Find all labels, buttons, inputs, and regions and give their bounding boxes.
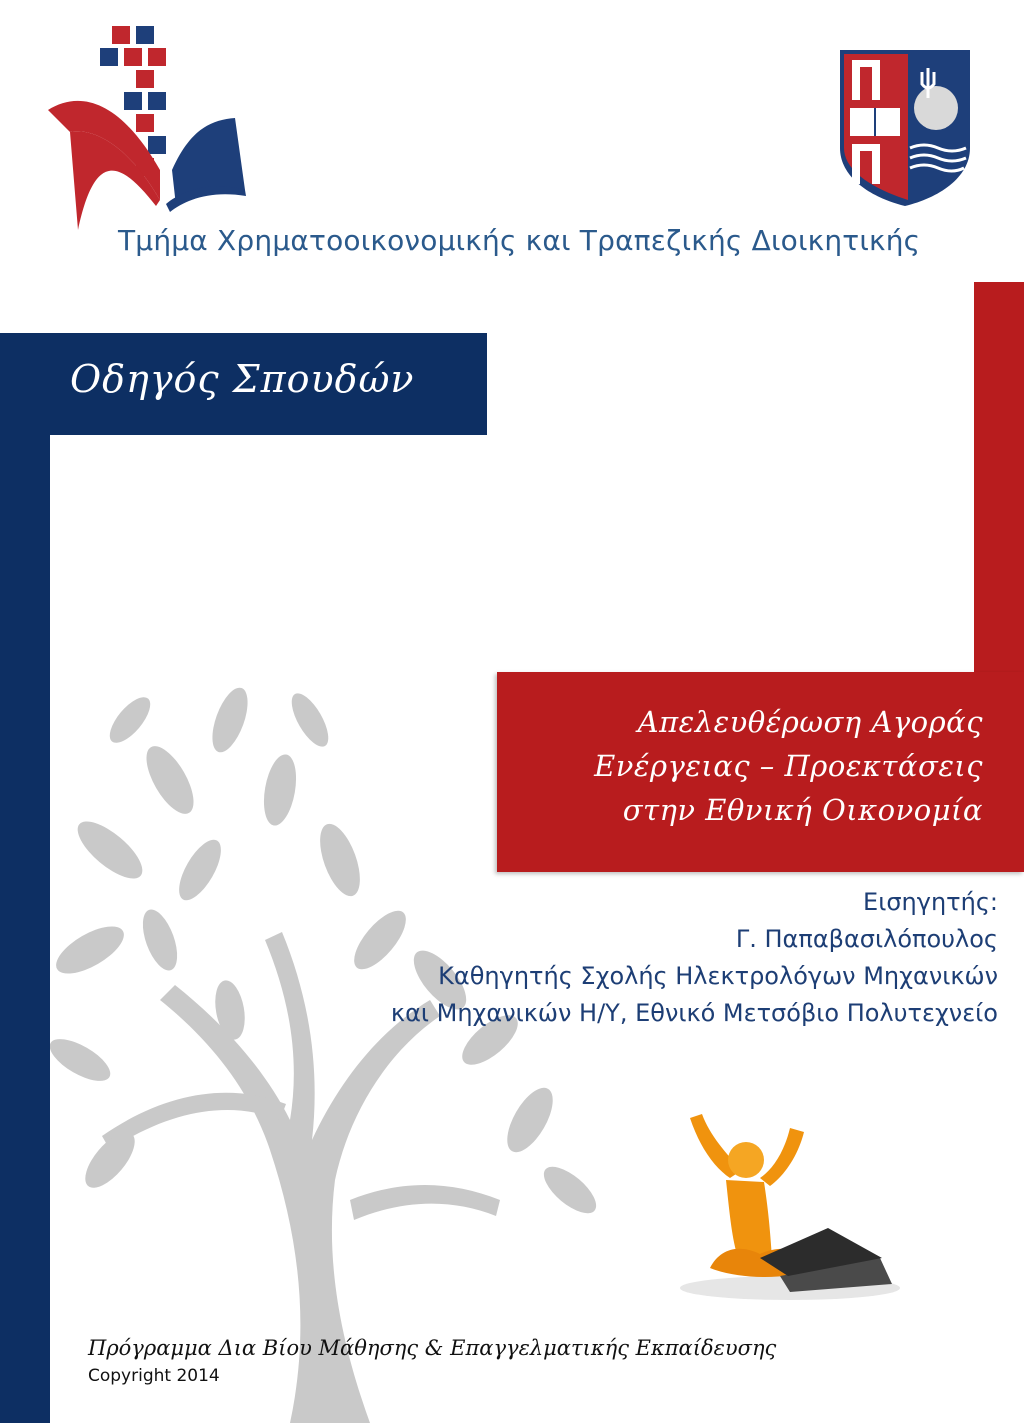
copyright-notice: Copyright 2014 bbox=[88, 1366, 220, 1386]
topic-line-1: Απελευθέρωση Αγοράς bbox=[637, 705, 983, 739]
lecturer-label: Εισηγητής: bbox=[863, 888, 998, 916]
university-crest-icon bbox=[838, 48, 972, 208]
topic-line-3: στην Εθνική Οικονομία bbox=[622, 793, 983, 827]
book-pixel-logo-icon bbox=[40, 20, 250, 240]
program-name: Πρόγραμμα Δια Βίου Μάθησης & Επαγγελματικής Εκπαίδευσης bbox=[88, 1336, 777, 1360]
navy-side-bar bbox=[0, 333, 50, 1423]
lecturer-role-line-2: και Μηχανικών Η/Υ, Εθνικό Μετσόβιο Πολυτεχνείο bbox=[390, 999, 998, 1027]
department-name: Τμήμα Χρηματοοικονομικής και Τραπεζικής Διοικητικής bbox=[118, 224, 921, 257]
topic-title bbox=[505, 700, 983, 832]
guide-title: Οδηγός Σπουδών bbox=[70, 357, 415, 401]
cheering-person-laptop-icon bbox=[660, 1108, 910, 1308]
topic-line-2: Ενέργειας – Προεκτάσεις bbox=[594, 749, 983, 783]
lecturer-name: Γ. Παπαβασιλόπουλος bbox=[735, 925, 998, 953]
lecturer-info bbox=[150, 884, 998, 1032]
lecturer-role-line-1: Καθηγητής Σχολής Ηλεκτρολόγων Μηχανικών bbox=[438, 962, 998, 990]
